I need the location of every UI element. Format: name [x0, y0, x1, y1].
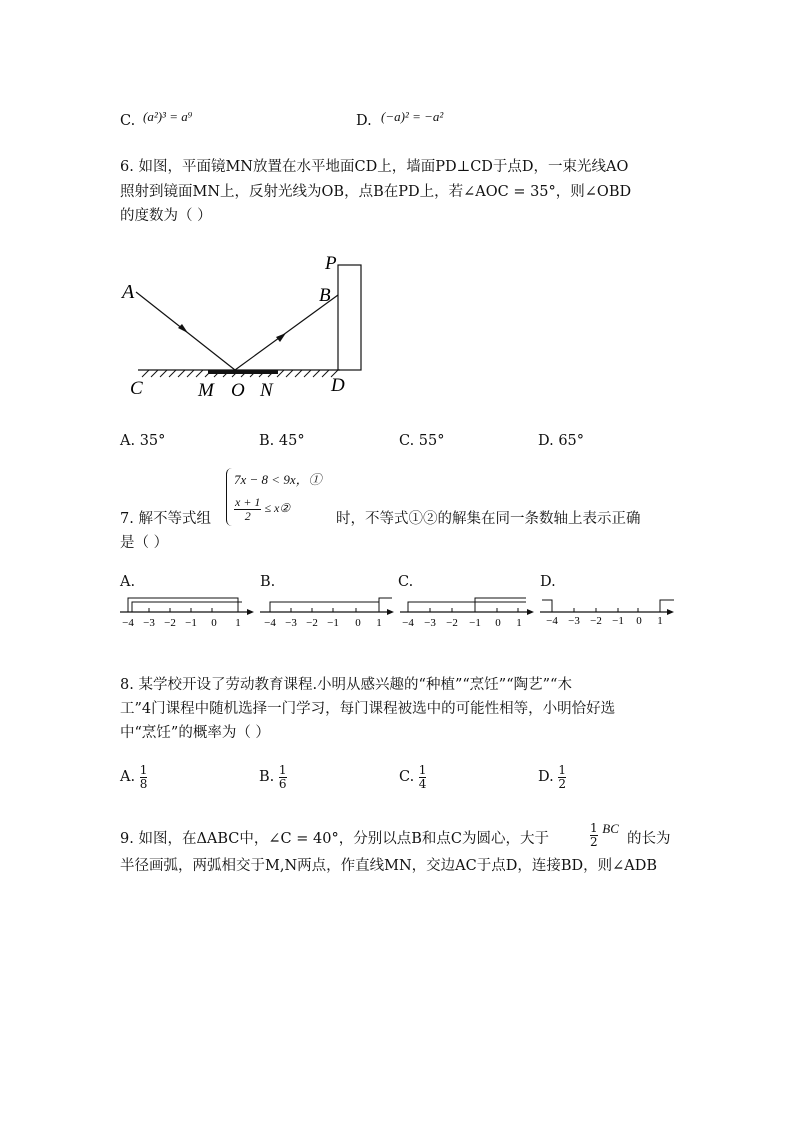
svg-text:0: 0: [495, 617, 501, 629]
q6-option-b: B. 45°: [259, 433, 305, 449]
label-p: P: [325, 253, 337, 274]
svg-text:−2: −2: [446, 617, 458, 629]
svg-text:0: 0: [636, 615, 642, 627]
incident-arrow: [178, 324, 188, 333]
q6-figure: [118, 245, 378, 405]
q7-system-line2: $\frac{x + 1}{2}$ ≤ x②: [235, 495, 291, 523]
q7-d-solution-1: [542, 600, 552, 612]
svg-text:−1: −1: [612, 615, 624, 627]
wall-pd: [338, 265, 361, 370]
svg-text:−1: −1: [185, 617, 197, 629]
q7-b-solution-1: [270, 602, 379, 612]
q9-fraction: $\frac{1}{2}$ BC: [590, 821, 619, 849]
svg-text:−2: −2: [306, 617, 318, 629]
q7-suffix: 时，不等式①②的解集在同一条数轴上表示正确: [336, 511, 641, 527]
q7-axis-a: [120, 598, 254, 629]
q5-option-c-label: C.: [120, 113, 136, 129]
q7-axis-b: [260, 598, 394, 629]
q7-option-c-label: C.: [398, 574, 414, 590]
svg-text:−3: −3: [424, 617, 436, 629]
label-a: A: [122, 281, 135, 303]
q8-option-b: B. $\frac{1}{6}$: [259, 763, 287, 791]
q5-option-c-expr: (a²)³ = a⁹: [143, 109, 193, 124]
q9-text-line1b: 的长为: [627, 831, 671, 847]
q9-text-line1a: 9. 如图，在ΔABC中，∠C = 40°，分别以点B和点C为圆心，大于: [120, 831, 549, 847]
q8-option-d: D. $\frac{1}{2}$: [538, 763, 566, 791]
q8-option-a: A. $\frac{1}{8}$: [120, 763, 148, 791]
svg-text:−3: −3: [143, 617, 155, 629]
svg-text:1: 1: [376, 617, 382, 629]
svg-text:−3: −3: [568, 615, 580, 627]
svg-text:0: 0: [355, 617, 361, 629]
q7-a-solution-1: [128, 598, 238, 612]
q9-text-line2: 半径画弧，两弧相交于M,N两点，作直线MN，交边AC于点D，连接BD，则∠ADB: [120, 858, 658, 874]
svg-text:−1: −1: [469, 617, 481, 629]
svg-text:1: 1: [516, 617, 522, 629]
svg-text:−4: −4: [546, 615, 558, 627]
label-b: B: [319, 285, 331, 306]
q7-option-b-label: B.: [260, 574, 276, 590]
q7-option-d-label: D.: [540, 574, 556, 590]
q7-number-lines: [118, 590, 684, 632]
label-n: N: [260, 380, 273, 401]
svg-text:1: 1: [657, 615, 663, 627]
q5-option-d-label: D.: [356, 113, 372, 129]
q6-option-d: D. 65°: [538, 433, 585, 449]
svg-text:0: 0: [211, 617, 217, 629]
svg-text:−1: −1: [327, 617, 339, 629]
q6-option-a: A. 35°: [120, 433, 166, 449]
q7-line2: 是（ ）: [120, 535, 169, 551]
q8-text-line1: 8. 某学校开设了劳动教育课程.小明从感兴趣的“种植”“烹饪”“陶艺”“木: [120, 677, 572, 693]
q8-option-c: C. $\frac{1}{4}$: [399, 763, 427, 791]
reflected-ray-ob: [235, 295, 338, 370]
svg-text:−2: −2: [590, 615, 602, 627]
q6-text-line3: 的度数为（ ）: [120, 208, 212, 224]
q7-prefix: 7. 解不等式组: [120, 511, 211, 527]
q7-system-line1: 7x − 8 < 9x，①: [234, 472, 322, 487]
q6-text-line2: 照射到镜面MN上，反射光线为OB，点B在PD上，若∠AOC = 35°，则∠OBD: [120, 184, 632, 200]
q8-text-line3: 中“烹饪”的概率为（ ）: [120, 725, 270, 741]
q7-option-a-label: A.: [120, 574, 136, 590]
label-o: O: [231, 380, 245, 401]
reflected-arrow: [276, 333, 286, 342]
label-m: M: [198, 380, 214, 401]
q7-brace: [226, 468, 233, 526]
svg-text:1: 1: [235, 617, 241, 629]
q6-option-c: C. 55°: [399, 433, 445, 449]
label-c: C: [130, 378, 143, 399]
q7-axis-d: [540, 600, 674, 627]
q6-text-line1: 6. 如图，平面镜MN放置在水平地面CD上，墙面PD⊥CD于点D，一束光线AO: [120, 159, 629, 175]
q7-c-solution-1: [408, 602, 475, 612]
q7-axis-c: [400, 598, 534, 629]
svg-text:−4: −4: [122, 617, 134, 629]
svg-text:−4: −4: [264, 617, 276, 629]
svg-text:−2: −2: [164, 617, 176, 629]
q8-text-line2: 工”4门课程中随机选择一门学习，每门课程被选中的可能性相等，小明恰好选: [120, 701, 616, 717]
label-d: D: [331, 375, 345, 396]
q7-b-solution-2: [379, 598, 392, 612]
q5-option-d-expr: (−a)² = −a²: [381, 109, 444, 124]
svg-text:−4: −4: [402, 617, 414, 629]
svg-text:−3: −3: [285, 617, 297, 629]
